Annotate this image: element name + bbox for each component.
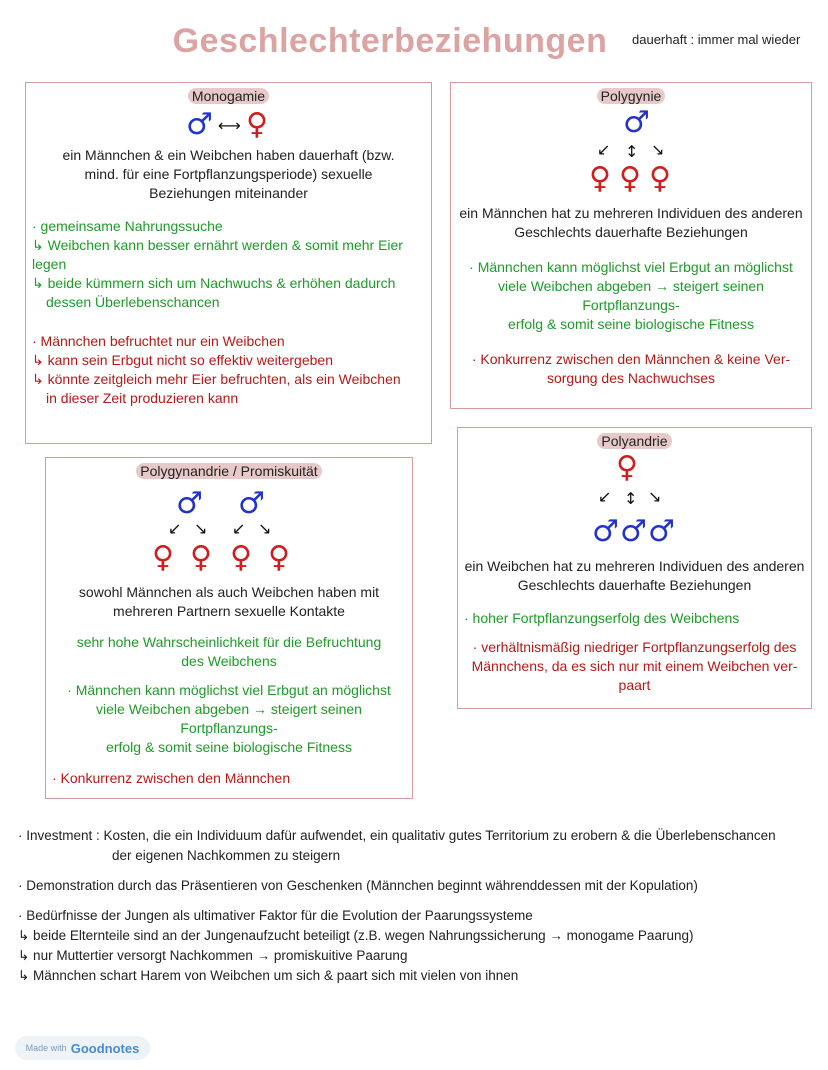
page-title: Geschlechterbeziehungen xyxy=(172,22,608,60)
badge-brand: Goodnotes xyxy=(70,1040,140,1056)
arrow-icon: ↙ xyxy=(597,140,611,159)
con-line: ↳ kann sein Erbgut nicht so effektiv weitergeben xyxy=(32,352,333,368)
polyandrie-diagram xyxy=(464,451,805,551)
monogamie-box xyxy=(25,82,432,444)
subnote: dauerhaft : immer mal wieder xyxy=(632,32,801,47)
badge-prefix: Made with xyxy=(25,1043,67,1053)
pro-line: sehr hohe Wahrscheinlichkeit für die Befruchtung xyxy=(76,634,382,650)
arrow-icon: ↘ xyxy=(648,487,662,506)
female-icon: ♀ xyxy=(190,540,212,575)
pro-line: · Männchen kann möglichst viel Erbgut an möglichst xyxy=(67,682,391,698)
polygynandrie-title: Polygynandrie / Promiskuität xyxy=(136,463,321,479)
female-icon: ♀ xyxy=(230,540,252,575)
pro-line: viele Weibchen abgeben → steigert seinen Fortpflanzungs- xyxy=(96,701,362,736)
female-icon: ♀ xyxy=(268,540,290,575)
polygynie-diagram xyxy=(457,106,805,198)
pro-line: erfolg & somit seine biologische Fitness xyxy=(508,316,754,332)
arrow-icon: ↙ xyxy=(598,487,612,506)
definition-line: ein Männchen hat zu mehreren Individuen des anderen xyxy=(459,205,803,221)
male-icon: ♂ xyxy=(592,514,619,549)
polygynie-title: Polygynie xyxy=(597,88,666,104)
note-line: der eigenen Nachkommen zu steigern xyxy=(112,848,341,863)
definition-line: Geschlechts dauerhafte Beziehungen xyxy=(514,224,748,240)
male-icon: ♂ xyxy=(238,486,265,521)
con-line: ↳ könnte zeitgleich mehr Eier befruchten, als ein Weibchen xyxy=(32,371,401,387)
note-line: ↳ beide Elternteile sind an der Jungenaufzucht beteiligt (z.B. wegen Nahrungssicherung → monogame Paarung) xyxy=(18,928,694,943)
con-line: in dieser Zeit produzieren kann xyxy=(46,390,239,406)
pro-line: des Weibchens xyxy=(181,653,277,669)
definition-line: sowohl Männchen als auch Weibchen haben mit xyxy=(78,584,380,600)
definition-line: ein Männchen & ein Weibchen haben dauerhaft (bzw. xyxy=(62,147,395,163)
female-icon: ♀ xyxy=(616,450,638,485)
double-arrow-icon: ⟷ xyxy=(218,116,241,135)
female-icon: ♀ xyxy=(649,161,671,196)
monogamie-diagram xyxy=(32,106,425,146)
pro-line: ↳ Weibchen kann besser ernährt werden & somit mehr Eier legen xyxy=(32,237,403,272)
arrow-icon: ↘ xyxy=(258,519,272,538)
female-icon: ♀ xyxy=(152,540,174,575)
male-icon: ♂ xyxy=(623,105,650,140)
female-icon: ♀ xyxy=(589,161,611,196)
polygynie-box xyxy=(450,82,812,409)
polyandrie-title: Polyandrie xyxy=(597,433,671,449)
male-icon: ♂ xyxy=(648,514,675,549)
notes-section xyxy=(18,826,818,986)
monogamie-title: Monogamie xyxy=(188,88,269,104)
definition-line: Geschlechts dauerhafte Beziehungen xyxy=(517,577,752,593)
con-line: · Konkurrenz zwischen den Männchen xyxy=(52,770,291,786)
arrow-icon: ↙ xyxy=(168,519,182,538)
con-line: Männchens, da es sich nur mit einem Weibchen ver- xyxy=(471,658,798,674)
polygynandrie-box xyxy=(45,457,413,799)
pro-line: ↳ beide kümmern sich um Nachwuchs & erhöhen dadurch xyxy=(32,275,396,291)
male-icon: ♂ xyxy=(620,514,647,549)
arrow-icon: ↕ xyxy=(624,489,638,508)
pro-line: · gemeinsame Nahrungssuche xyxy=(32,218,223,234)
definition-line: Beziehungen miteinander xyxy=(149,185,308,201)
arrow-icon: ↘ xyxy=(194,519,208,538)
arrow-icon: ↘ xyxy=(651,140,665,159)
note-line: ↳ nur Muttertier versorgt Nachkommen → promiskuitive Paarung xyxy=(18,948,408,963)
con-line: · Konkurrenz zwischen den Männchen & keine Ver- xyxy=(471,351,791,367)
male-icon: ♂ xyxy=(186,107,213,142)
pro-line: erfolg & somit seine biologische Fitness xyxy=(106,739,352,755)
arrow-icon: ↙ xyxy=(232,519,246,538)
pro-line: · hoher Fortpflanzungserfolg des Weibchens xyxy=(464,610,740,626)
pro-line: dessen Überlebenschancen xyxy=(46,294,220,310)
male-icon: ♂ xyxy=(176,486,203,521)
con-line: paart xyxy=(618,677,651,693)
definition-line: ein Weibchen hat zu mehreren Individuen des anderen xyxy=(464,558,805,574)
note-line: · Investment : Kosten, die ein Individuum dafür aufwendet, ein qualitativ gutes Territorium zu erobern & die Überlebenschancen xyxy=(18,828,776,843)
female-icon: ♀ xyxy=(246,107,268,142)
pro-line: · Männchen kann möglichst viel Erbgut an möglichst xyxy=(469,259,793,275)
arrow-icon: ↕ xyxy=(625,142,639,161)
polygynandrie-diagram xyxy=(52,481,406,577)
con-line: · verhältnismäßig niedriger Fortpflanzungserfolg des xyxy=(472,639,797,655)
goodnotes-badge[interactable] xyxy=(15,1036,150,1060)
note-line: · Demonstration durch das Präsentieren von Geschenken (Männchen beginnt währenddessen mit der Kopulation) xyxy=(18,878,698,893)
definition-line: mehreren Partnern sexuelle Kontakte xyxy=(113,603,345,619)
pro-line: viele Weibchen abgeben → steigert seinen Fortpflanzungs- xyxy=(498,278,764,313)
polyandrie-box xyxy=(457,427,812,709)
note-line: · Bedürfnisse der Jungen als ultimativer Faktor für die Evolution der Paarungssysteme xyxy=(18,908,533,923)
note-line: ↳ Männchen schart Harem von Weibchen um sich & paart sich mit vielen von ihnen xyxy=(18,968,519,983)
con-line: sorgung des Nachwuchses xyxy=(546,370,716,386)
female-icon: ♀ xyxy=(619,161,641,196)
con-line: · Männchen befruchtet nur ein Weibchen xyxy=(32,333,285,349)
definition-line: mind. für eine Fortpflanzungsperiode) sexuelle xyxy=(84,166,373,182)
